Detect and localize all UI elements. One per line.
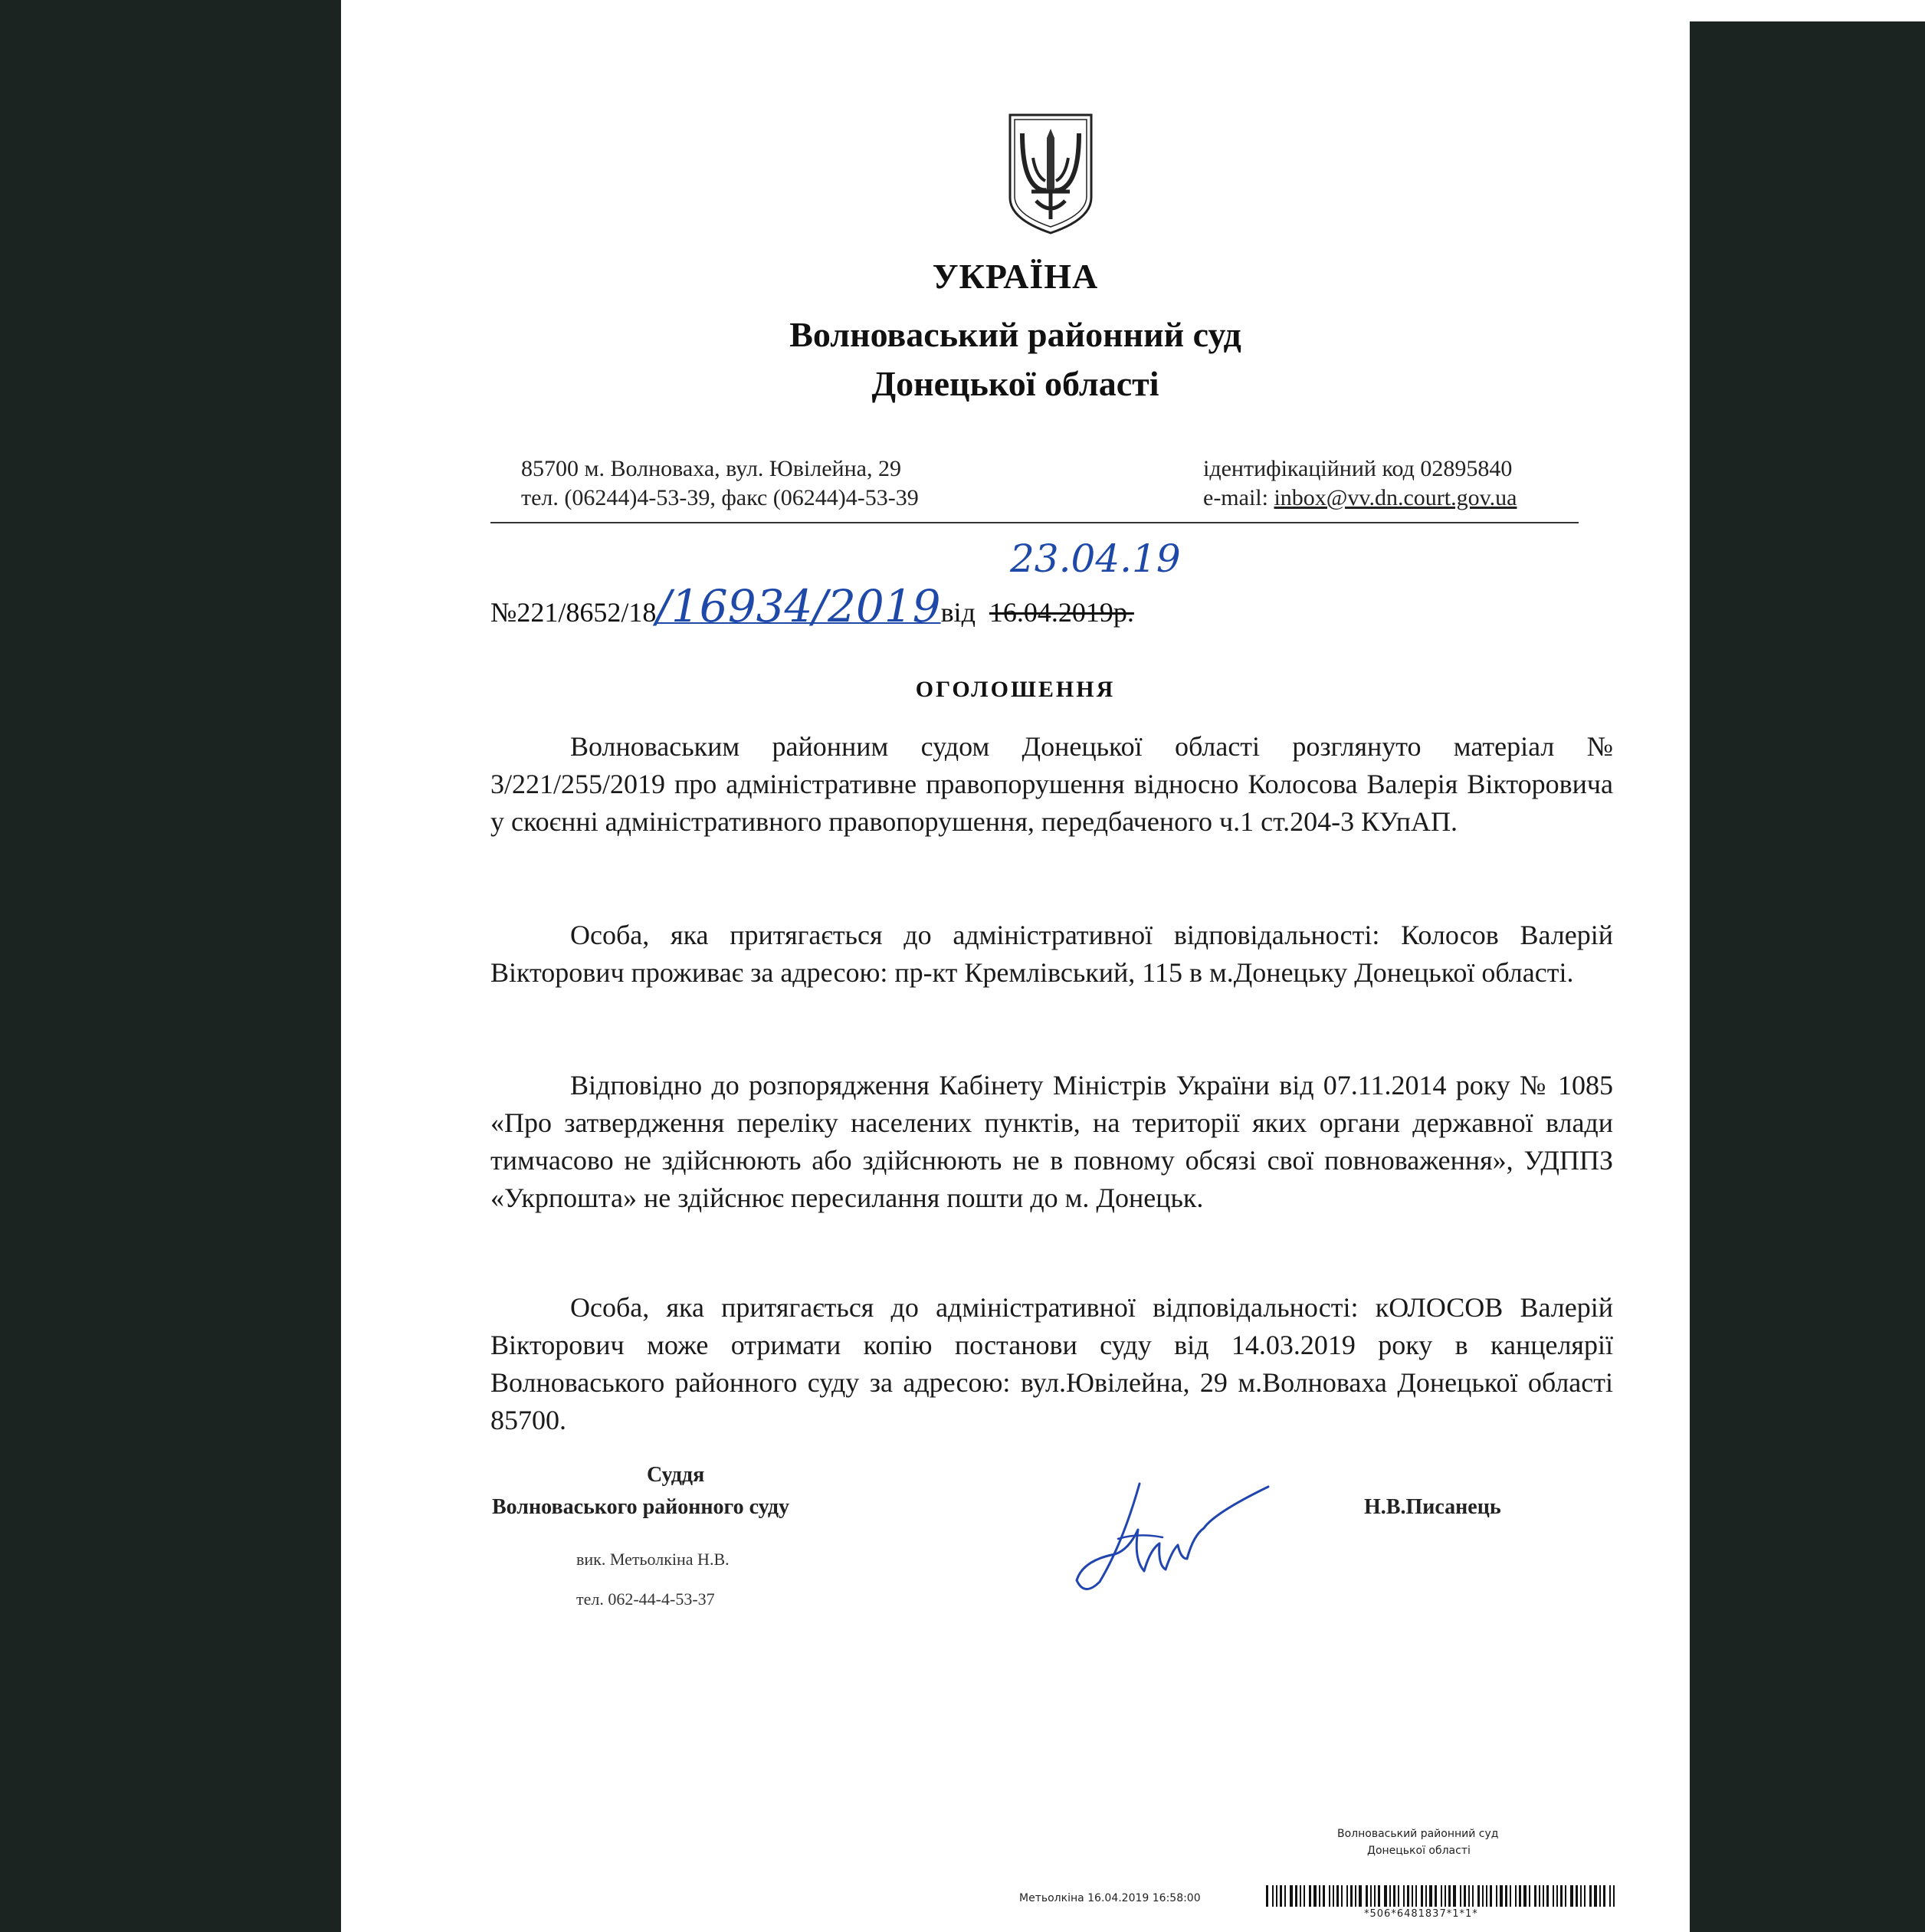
barcode-stripe <box>1505 1885 1507 1907</box>
email-link[interactable]: inbox@vv.dn.court.gov.ua <box>1274 485 1517 510</box>
barcode-stripe <box>1350 1885 1353 1907</box>
barcode-stripe <box>1280 1885 1282 1907</box>
reference-line <box>490 580 1134 632</box>
handwritten-reference-number: /16934/2019 <box>656 580 941 632</box>
barcode-stripe <box>1407 1885 1409 1907</box>
paragraph-1: Волноваським районним судом Донецької області розглянуто матеріал № 3/221/255/2019 про адміністративне правопорушення відносно Колосова Валерія Вікторовича у скоєнні адміністративного правопорушення, передбаченого ч.1 ст.204-3 КУпАП. <box>490 731 1613 837</box>
barcode-stripe <box>1603 1885 1605 1907</box>
reference-from-label: від <box>940 597 976 628</box>
email-line <box>1203 485 1517 511</box>
barcode-stripe <box>1276 1885 1277 1907</box>
barcode-stripe <box>1421 1885 1423 1907</box>
barcode-stripe <box>1441 1885 1442 1907</box>
barcode-stripe <box>1393 1885 1395 1907</box>
paragraph-3: Відповідно до розпорядження Кабінету Міністрів України від 07.11.2014 року № 1085 «Про затвердження переліку населених пунктів, на території яких органи державної влади тимчасово не здійснюють або здійснюють не в повному обсязі свої повноваження», УДППЗ «Укрпошта» не здійснює пересилання пошти до м. Донецьк. <box>490 1070 1613 1213</box>
stamp-court-line-1: Волноваський районний суд <box>1337 1828 1499 1840</box>
court-name-line-2: Донецької області <box>871 364 1159 403</box>
barcode-stripe <box>1355 1885 1356 1907</box>
barcode-stripe <box>1374 1885 1376 1907</box>
left-scan-border <box>0 0 341 1932</box>
barcode-stripe <box>1313 1885 1317 1907</box>
paragraph-4: Особа, яка притягається до адміністративної відповідальності: кОЛОСОВ Валерій Вікторович може отримати копію постанови суду від 14.03.2019 року в канцелярії Волноваського районного суду за адресою: вул.Ювілейна, 29 м.Волноваха Донецької області 85700. <box>490 1292 1613 1435</box>
barcode-stripe <box>1323 1885 1325 1907</box>
barcode-stripe <box>1589 1885 1592 1907</box>
right-scan-border <box>1690 21 1925 1932</box>
barcode-stripe <box>1341 1885 1343 1907</box>
barcode-stripe <box>1570 1885 1573 1907</box>
barcode-stripe <box>1290 1885 1293 1907</box>
barcode-stripe <box>1319 1885 1320 1907</box>
judge-title: Суддя <box>647 1463 705 1487</box>
barcode-stripe <box>1453 1885 1456 1907</box>
barcode-stripe <box>1435 1885 1437 1907</box>
barcode-stripe <box>1546 1885 1549 1907</box>
barcode-stripe <box>1415 1885 1417 1907</box>
barcode-stripe <box>1576 1885 1578 1907</box>
stamp-court-line-2: Донецької області <box>1367 1845 1471 1857</box>
barcode-stripe <box>1584 1885 1586 1907</box>
email-label: e-mail: <box>1203 485 1274 510</box>
barcode-stripe <box>1496 1885 1497 1907</box>
barcode-stripe <box>1565 1885 1566 1907</box>
barcode-stripe <box>1284 1885 1286 1907</box>
stamp-registration-meta: Метьолкіна 16.04.2019 16:58:00 <box>1019 1892 1201 1904</box>
barcode-stripe <box>1529 1885 1530 1907</box>
barcode-stripe <box>1412 1885 1413 1907</box>
barcode-stripe <box>1523 1885 1527 1907</box>
court-name-line-1: Волноваський районний суд <box>789 315 1241 354</box>
reference-date-crossed-out: 16.04.2019р. <box>989 597 1134 628</box>
barcode-stripe <box>1333 1885 1334 1907</box>
judge-name: Н.В.Писанець <box>1364 1495 1501 1519</box>
barcode-number: *506*6481837*1*1* <box>1364 1908 1478 1920</box>
barcode-stripe <box>1500 1885 1503 1907</box>
barcode-stripe <box>1448 1885 1451 1907</box>
barcode-stripe <box>1366 1885 1368 1907</box>
barcode-stripe <box>1384 1885 1387 1907</box>
barcode-stripe <box>1482 1885 1484 1907</box>
country-heading: УКРАЇНА <box>932 257 1099 296</box>
barcode-stripe <box>1560 1885 1563 1907</box>
barcode-stripe <box>1445 1885 1446 1907</box>
barcode-stripe <box>1477 1885 1480 1907</box>
barcode-stripe <box>1346 1885 1348 1907</box>
barcode-stripe <box>1580 1885 1582 1907</box>
barcode-stripe <box>1304 1885 1305 1907</box>
barcode-stripe <box>1472 1885 1474 1907</box>
barcode-stripe <box>1556 1885 1558 1907</box>
barcode-stripe <box>1336 1885 1339 1907</box>
barcode-stripe <box>1429 1885 1432 1907</box>
barcode-stripe <box>1510 1885 1511 1907</box>
handwritten-signature <box>1069 1459 1299 1601</box>
barcode-stripe <box>1378 1885 1380 1907</box>
barcode-stripe <box>1464 1885 1466 1907</box>
barcode-stripe <box>1594 1885 1597 1907</box>
barcode-stripe <box>1300 1885 1301 1907</box>
barcode <box>1266 1885 1618 1907</box>
barcode-stripe <box>1543 1885 1544 1907</box>
barcode-stripe <box>1460 1885 1461 1907</box>
barcode-stripe <box>1403 1885 1405 1907</box>
barcode-stripe <box>1309 1885 1311 1907</box>
barcode-stripe <box>1519 1885 1521 1907</box>
document-title: ОГОЛОШЕННЯ <box>915 677 1116 702</box>
header-divider <box>490 522 1579 523</box>
paragraph-2: Особа, яка притягається до адміністративної відповідальності: Колосов Валерій Вікторович проживає за адресою: пр-кт Кремлівський, 115 в м.Донецьку Донецької області. <box>490 920 1613 988</box>
barcode-stripe <box>1539 1885 1540 1907</box>
barcode-stripe <box>1613 1885 1615 1907</box>
court-address: 85700 м. Волноваха, вул. Ювілейна, 29 <box>521 456 901 481</box>
barcode-stripe <box>1398 1885 1399 1907</box>
judge-court: Волноваського районного суду <box>492 1495 790 1519</box>
barcode-stripe <box>1370 1885 1372 1907</box>
barcode-stripe <box>1329 1885 1330 1907</box>
barcode-stripe <box>1266 1885 1268 1907</box>
barcode-stripe <box>1389 1885 1391 1907</box>
executor-name: вик. Метьолкіна Н.В. <box>576 1550 730 1569</box>
barcode-stripe <box>1553 1885 1554 1907</box>
barcode-stripe <box>1534 1885 1536 1907</box>
court-phones: тел. (06244)4-53-39, факс (06244)4-53-39 <box>521 485 919 510</box>
barcode-stripe <box>1486 1885 1487 1907</box>
barcode-stripe <box>1272 1885 1274 1907</box>
trident-emblem-icon <box>1005 112 1096 236</box>
barcode-stripe <box>1425 1885 1427 1907</box>
barcode-stripe <box>1490 1885 1492 1907</box>
reference-number: №221/8652/18 <box>490 597 657 628</box>
barcode-stripe <box>1609 1885 1611 1907</box>
barcode-stripe <box>1515 1885 1517 1907</box>
identification-code: ідентифікаційний код 02895840 <box>1203 456 1513 481</box>
barcode-stripe <box>1359 1885 1362 1907</box>
barcode-stripe <box>1468 1885 1470 1907</box>
barcode-stripe <box>1599 1885 1601 1907</box>
executor-phone: тел. 062-44-4-53-37 <box>576 1589 715 1609</box>
barcode-stripe <box>1295 1885 1297 1907</box>
handwritten-reference-date: 23.04.19 <box>1010 536 1181 581</box>
